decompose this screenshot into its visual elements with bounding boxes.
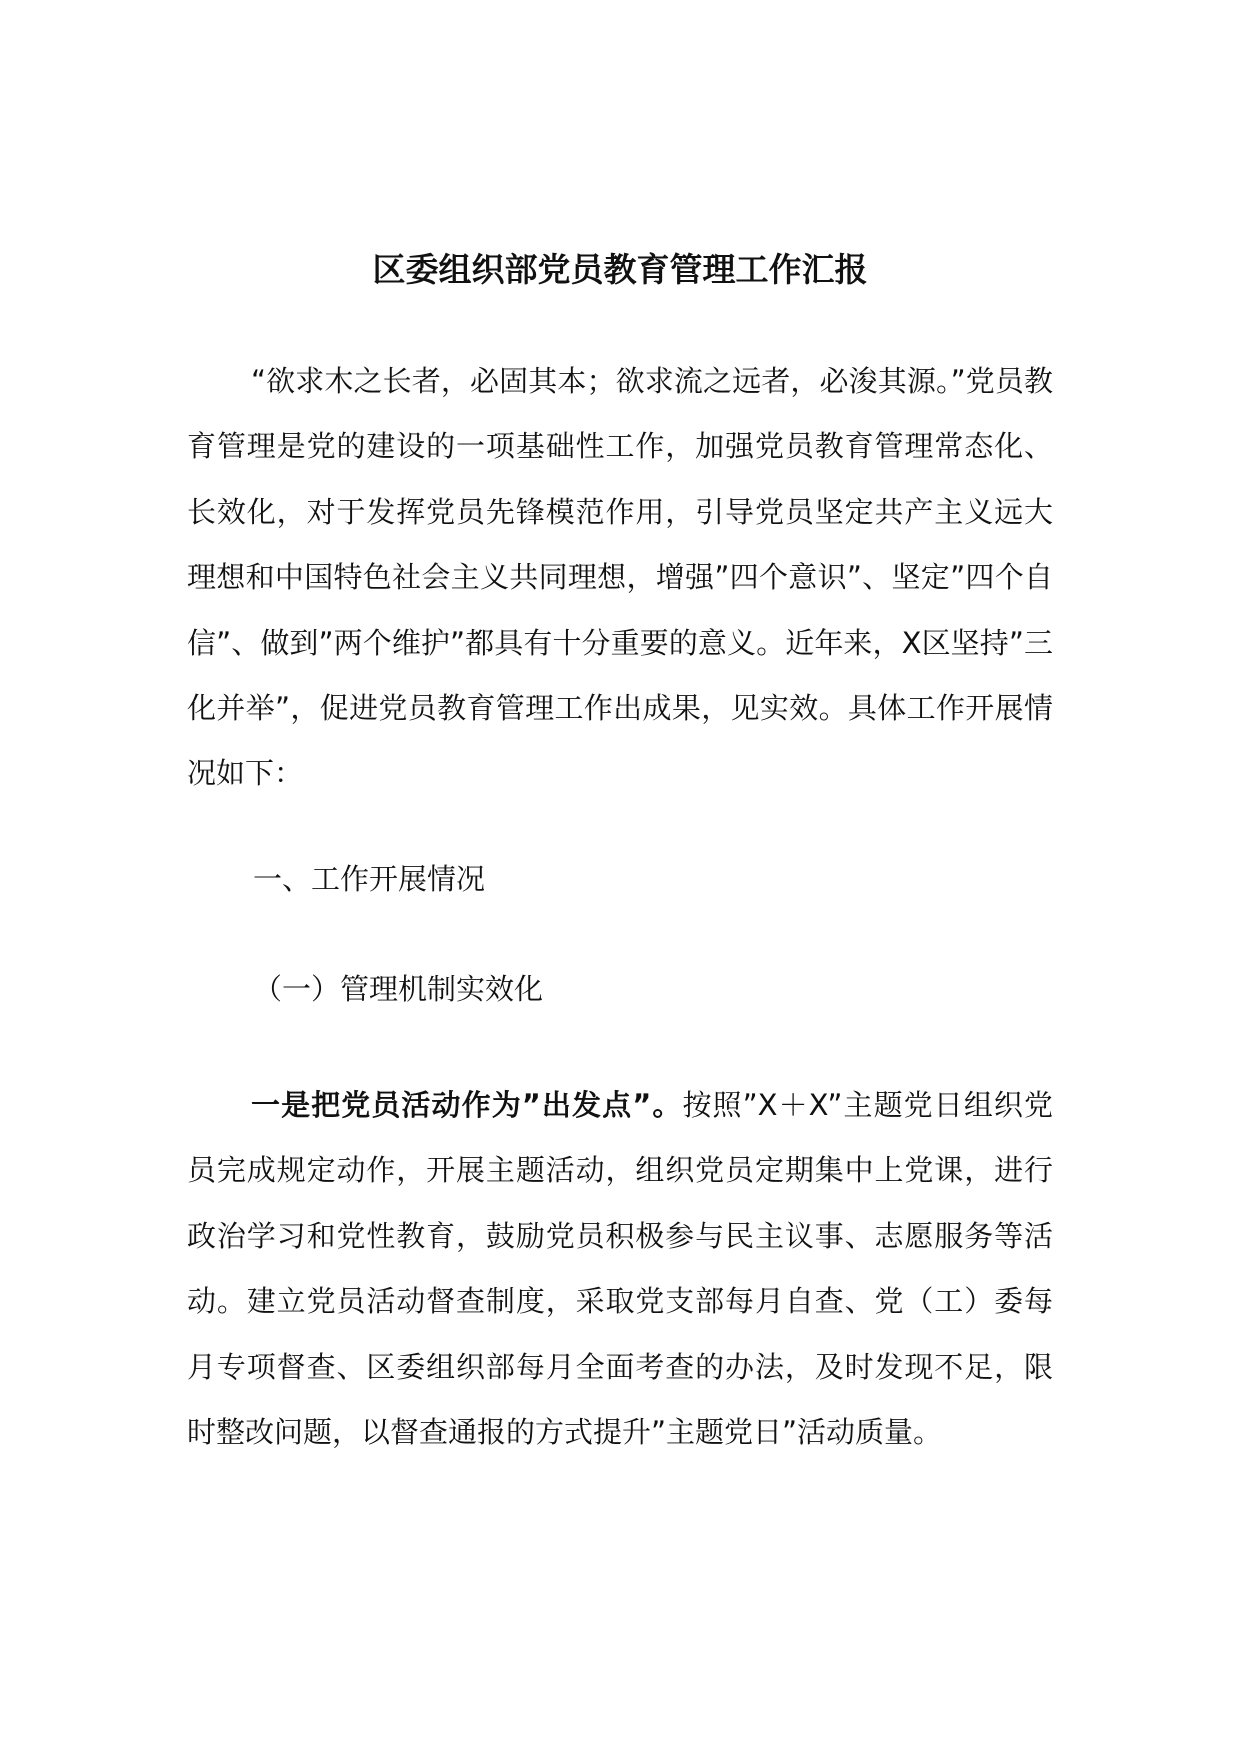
section-heading: 一、工作开展情况 <box>253 862 486 896</box>
body-paragraph <box>187 1073 1053 1465</box>
subsection-heading: （一）管理机制实效化 <box>253 972 544 1006</box>
body-paragraph-text: 按照”X＋X”主题党日组织党员完成规定动作，开展主题活动，组织党员定期集中上党课，进行政治学习和党性教育，鼓励党员积极参与民主议事、志愿服务等活动。建立党员活动督查制度，采取党支部每月自查、党（工）委每月专项督查、区委组织部每月全面考查的办法，及时发现不足，限时整改问题，以督查通报的方式提升”主题党日”活动质量。 <box>187 1088 1054 1450</box>
body-paragraph-lead: 一是把党员活动作为”出发点”。 <box>251 1088 683 1122</box>
intro-paragraph: “欲求木之长者，必固其本；欲求流之远者，必浚其源。”党员教育管理是党的建设的一项基础性工作，加强党员教育管理常态化、长效化，对于发挥党员先锋模范作用，引导党员坚定共产主义远大理想和中国特色社会主义共同理想，增强”四个意识”、坚定”四个自信”、做到”两个维护”都具有十分重要的意义。近年来，X区坚持”三化并举”，促进党员教育管理工作出成果，见实效。具体工作开展情况如下： <box>187 364 1053 791</box>
document-title: 区委组织部党员教育管理工作汇报 <box>372 250 868 289</box>
